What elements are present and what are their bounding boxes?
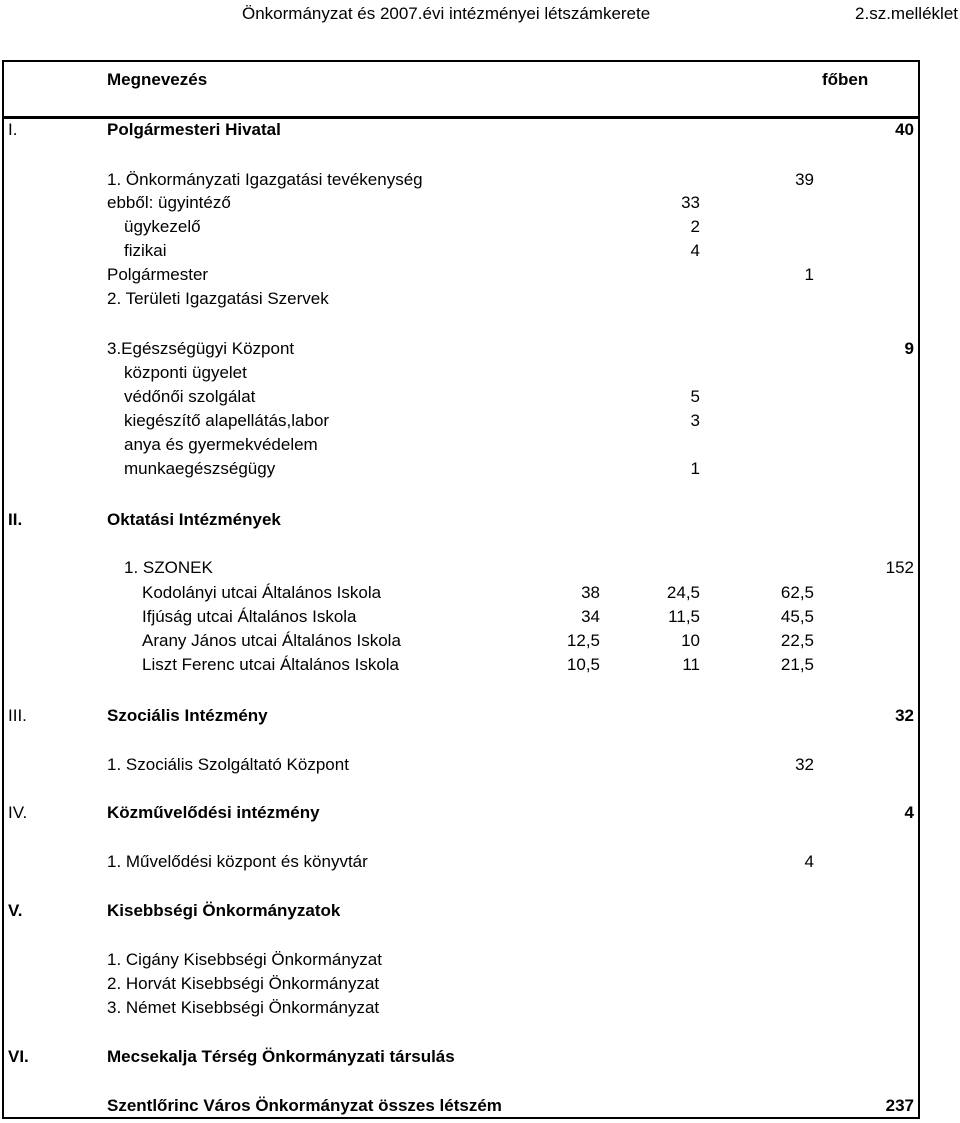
cell-value: 5 [690,387,700,406]
section-title: Polgármesteri Hivatal [107,120,281,139]
cell-value: 2 [690,217,700,236]
cell-value: 4 [690,241,700,260]
section-title: Kisebbségi Önkormányzatok [107,901,341,920]
cell-value: 34 [581,607,600,626]
section-total: 152 [885,558,914,577]
section-total: 9 [904,339,914,358]
cell-value: 1 [690,459,700,478]
cell-value: 32 [795,755,814,774]
section-roman: VI. [8,1047,29,1066]
list-item: Kodolányi utcai Általános Iskola [142,583,382,602]
list-item: 1. Szociális Szolgáltató Központ [107,755,349,774]
list-item: 3.Egészségügyi Központ [107,339,295,358]
section-roman: I. [8,120,18,139]
list-item: központi ügyelet [124,363,247,382]
cell-value: 22,5 [780,631,814,650]
header-title: Önkormányzat és 2007.évi intézményei létszámkerete [242,4,651,23]
cell-value: 39 [795,170,814,189]
list-item: Arany János utcai Általános Iskola [142,631,401,650]
section-total: 4 [904,803,914,822]
list-item: fizikai [124,241,167,260]
list-item: védőnői szolgálat [124,387,256,406]
col-header-name: Megnevezés [107,70,208,89]
cell-value: 62,5 [780,583,814,602]
section-roman: II. [8,510,23,529]
list-item: 1. Művelődési központ és könyvtár [107,852,368,871]
section-title: Oktatási Intézmények [107,510,281,529]
section-total: 40 [895,120,914,139]
cell-value: 10,5 [566,655,600,674]
list-item: 1. SZONEK [124,558,213,577]
grand-total-label: Szentlőrinc Város Önkormányzat összes létszém [107,1096,502,1115]
cell-value: 3 [690,411,700,430]
section-total: 32 [895,706,914,725]
list-item: 3. Német Kisebbségi Önkormányzat [107,998,380,1017]
list-item: Ifjúság utcai Általános Iskola [142,607,357,626]
list-item: 1. Cigány Kisebbségi Önkormányzat [107,950,382,969]
cell-value: 11 [682,655,700,674]
section-title: Mecsekalja Térség Önkormányzati társulás [107,1047,455,1066]
cell-value: 24,5 [666,583,700,602]
list-item: 1. Önkormányzati Igazgatási tevékenység [107,170,423,189]
list-item: 2. Horvát Kisebbségi Önkormányzat [107,974,380,993]
header-annex: 2.sz.melléklet [855,4,958,23]
cell-value: 4 [804,852,814,871]
list-item: munkaegészségügy [124,459,276,478]
header-bottom-border [2,116,920,119]
grand-total-value: 237 [885,1096,914,1115]
list-item: kiegészítő alapellátás,labor [124,411,330,430]
cell-value: 1 [804,265,814,284]
list-item: 2. Területi Igazgatási Szervek [107,289,329,308]
section-roman: IV. [8,803,28,822]
section-roman: III. [8,706,27,725]
cell-value: 21,5 [780,655,814,674]
list-item: ügykezelő [124,217,201,236]
list-item: ebből: ügyintéző [107,193,231,212]
col-header-persons: főben [822,70,869,89]
cell-value: 45,5 [780,607,814,626]
cell-value: 33 [681,193,700,212]
cell-value: 10 [681,631,700,650]
cell-value: 38 [581,583,600,602]
section-roman: V. [8,901,23,920]
cell-value: 12,5 [566,631,600,650]
list-item: Liszt Ferenc utcai Általános Iskola [142,655,400,674]
cell-value: 11,5 [668,607,700,626]
list-item: anya és gyermekvédelem [124,435,318,454]
section-title: Szociális Intézmény [107,706,268,725]
section-title: Közművelődési intézmény [107,803,320,822]
list-item: Polgármester [107,265,209,284]
